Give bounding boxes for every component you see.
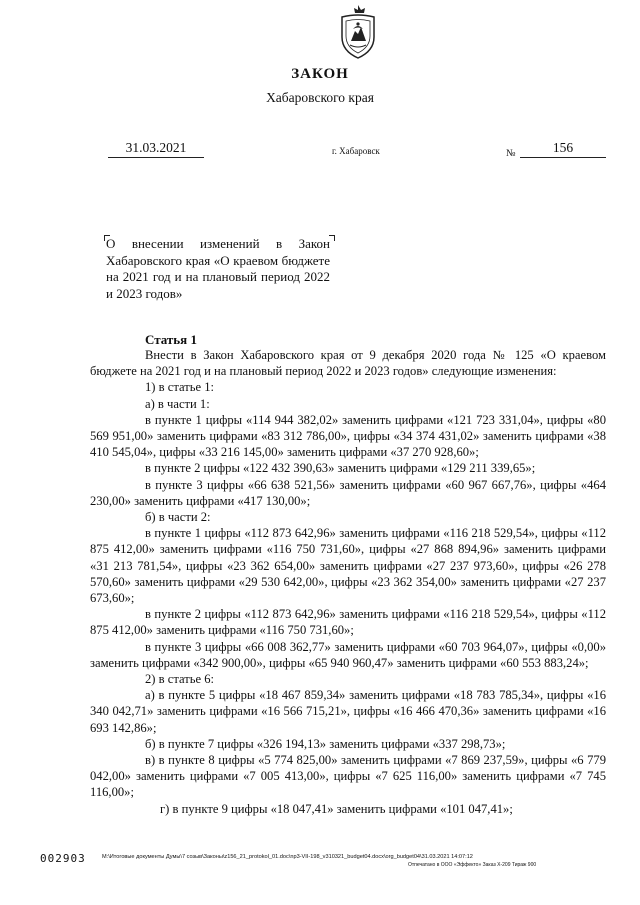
document-title: ЗАКОН [291, 66, 349, 82]
document-number: 156 [520, 140, 606, 158]
article-paragraph: Внести в Закон Хабаровского края от 9 декабря 2020 года № 125 «О краевом бюджете на 2021 год и на плановый период 2022 и 2023 годов» следующие изменения: [90, 348, 606, 379]
footer-print-info: Отпечатано в ООО «Эффекто» Заказ Х-209 Тираж 900 [408, 862, 537, 868]
document-date: 31.03.2021 [108, 140, 204, 158]
article-paragraph: 2) в статье 6: [145, 672, 215, 687]
article-paragraph: 1) в статье 1: [145, 380, 215, 395]
article-heading: Статья 1 [145, 332, 197, 347]
article-paragraph: б) в пункте 7 цифры «326 194,13» заменить цифрами «337 298,73»; [145, 736, 506, 751]
article-paragraph: в пункте 1 цифры «112 873 642,96» заменить цифрами «116 218 529,54», цифры «112 875 412,00» заменить цифрами «116 750 731,60», цифры «27 868 894,96» заменить цифрами «31 213 781,54», цифры «23 362 654,00» заменить цифрами «27 237 973,60», цифры «26 278 570,60» заменить цифрами «29 530 642,00», цифры «23 362 354,00» заменить цифрами «27 237 673,60»; [90, 526, 606, 606]
document-subtitle: Хабаровского края [266, 90, 374, 105]
article-paragraph: в пункте 3 цифры «66 008 362,77» заменить цифрами «60 703 964,07», цифры «0,00» заменить цифрами «342 900,00», цифры «65 940 960,47» заменить цифрами «60 553 883,24»; [90, 639, 606, 670]
article-paragraph: г) в пункте 9 цифры «18 047,41» заменить цифрами «101 047,41»; [160, 801, 513, 816]
document-city: г. Хабаровск [332, 146, 380, 156]
footer-document-code: 002903 [40, 852, 86, 865]
article-paragraph: в пункте 1 цифры «114 944 382,02» заменить цифрами «121 723 331,04», цифры «80 569 951,00» заменить цифрами «83 312 786,00», цифры «34 374 431,02» заменить цифрами «38 410 545,04», цифры «33 216 145,00» заменить цифрами «37 270 928,60»; [90, 412, 606, 460]
article-paragraph: в) в пункте 8 цифры «5 774 825,00» заменить цифрами «7 869 237,59», цифры «6 779 042,00» заменить цифрами «7 005 413,00», цифры «7 625 116,00» заменить цифрами «7 745 116,00»; [90, 753, 606, 800]
article-body [90, 347, 606, 817]
footer-file-path: M:\Итоговые документы Думы\7 созыв\Законы\z156_21_protokol_01.doc\np3-VII-198_v310321_budget04.docx\org_budget04\31.03.2021 14:07:12 [102, 854, 473, 860]
coat-of-arms-icon [337, 3, 379, 61]
article-paragraph: в пункте 2 цифры «112 873 642,96» заменить цифрами «116 218 529,54», цифры «112 875 412,00» заменить цифрами «116 750 731,60»; [90, 607, 606, 638]
document-subject: О внесении изменений в Закон Хабаровского края «О краевом бюджете на 2021 год и на плановый период 2022 и 2023 годов» [106, 236, 330, 301]
number-label: № [506, 148, 516, 159]
article-paragraph: а) в пункте 5 цифры «18 467 859,34» заменить цифрами «18 783 785,34», цифры «16 340 042,71» заменить цифрами «16 566 715,21», цифры «16 466 470,36» заменить цифрами «16 693 142,86»; [90, 688, 606, 735]
article-paragraph: а) в части 1: [145, 396, 210, 411]
article-paragraph: в пункте 3 цифры «66 638 521,56» заменить цифрами «60 967 667,76», цифры «464 230,00» заменить цифрами «417 130,00»; [90, 477, 606, 508]
article-paragraph: в пункте 2 цифры «122 432 390,63» заменить цифрами «129 211 339,65»; [145, 461, 536, 476]
article-paragraph: б) в части 2: [145, 510, 211, 525]
